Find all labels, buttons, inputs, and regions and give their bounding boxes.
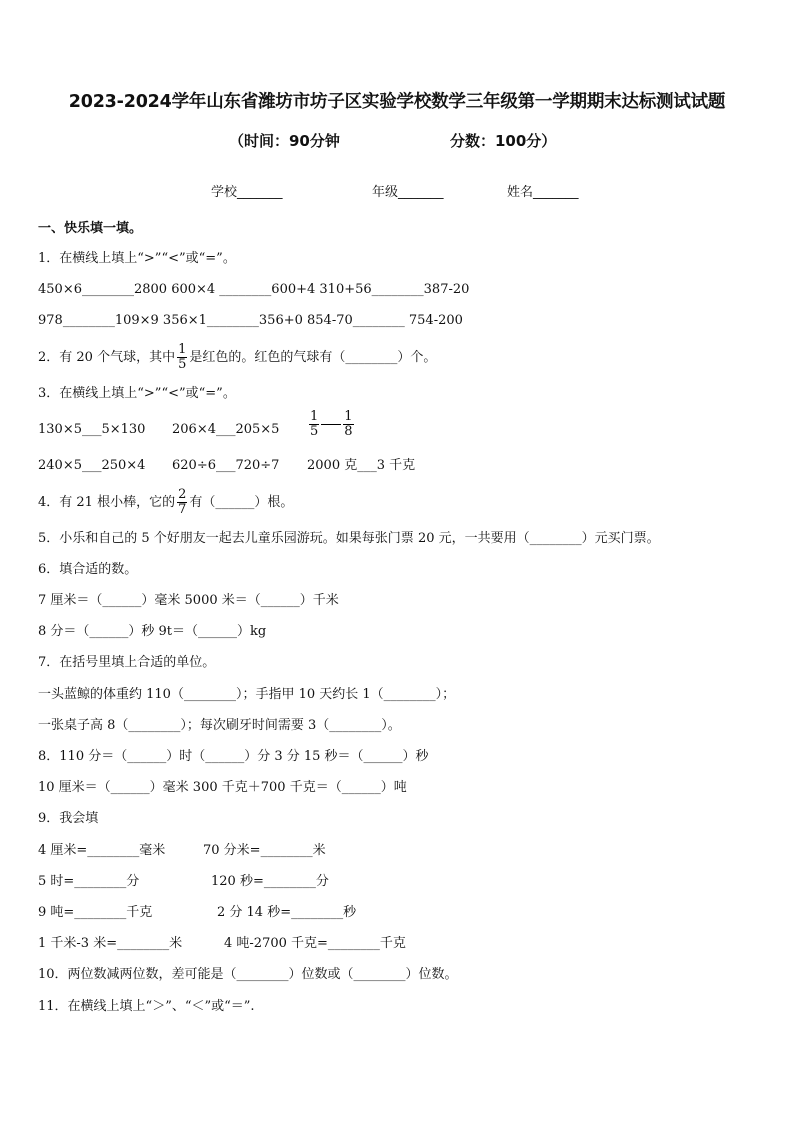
- fraction: $\frac{1}{5}$: [310, 409, 319, 439]
- question-8-row-2: 10 厘米＝（______）毫米 300 千克＋700 千克＝（______）吨: [38, 780, 407, 795]
- question-9-b: 70 分米=________米: [203, 843, 326, 858]
- question-2-pre: 2．有 20 个气球，其中: [38, 350, 176, 365]
- question-1-title: 1．在横线上填上“>”“<”或“=”。: [38, 251, 236, 266]
- question-3-a: 130×5___5×130: [38, 422, 146, 437]
- question-3-d: 620÷6___720÷7: [172, 458, 280, 473]
- fraction: $\frac{1}{8}$: [344, 409, 353, 439]
- question-9-c: 5 时=________分: [38, 874, 140, 889]
- name-field: 姓名_______: [507, 185, 579, 200]
- question-7-title: 7．在括号里填上合适的单位。: [38, 655, 216, 670]
- question-6-row-1: 7 厘米＝（______）毫米 5000 米＝（______）千米: [38, 593, 339, 608]
- question-11: 11．在横线上填上“＞”、“＜”或“＝”.: [38, 999, 255, 1014]
- grade-field: 年级_______: [372, 185, 444, 200]
- question-9-h: 4 吨-2700 千克=________千克: [224, 936, 406, 951]
- question-9-g: 1 千米-3 米=________米: [38, 936, 183, 951]
- question-4-pre: 4．有 21 根小棒，它的: [38, 495, 176, 510]
- question-9-d: 120 秒=________分: [211, 874, 329, 889]
- fraction: $\frac{1}{5}$: [178, 342, 187, 372]
- question-4-post: 有（______）根。: [189, 495, 294, 510]
- exam-time: （时间：90分钟: [229, 132, 340, 150]
- section-title: 一、快乐填一填。: [38, 221, 143, 236]
- question-3-c: 240×5___250×4: [38, 458, 146, 473]
- fraction: $\frac{2}{7}$: [178, 487, 187, 517]
- question-6-row-2: 8 分＝（______）秒 9t＝（______）kg: [38, 624, 267, 639]
- question-9-e: 9 吨=________千克: [38, 905, 153, 920]
- question-3-b: 206×4___205×5: [172, 422, 280, 437]
- question-3-title: 3．在横线上填上“>”“<”或“=”。: [38, 386, 236, 401]
- question-1-row-1: 450×6________2800 600×4 ________600+4 310+56________387-20: [38, 282, 470, 297]
- question-1-row-2: 978________109×9 356×1________356+0 854-70________ 754-200: [38, 313, 463, 328]
- question-7-row-2: 一张桌子高 8（________）；每次刷牙时间需要 3（________）。: [38, 718, 401, 733]
- question-3-fraction-compare: [307, 410, 356, 439]
- question-4: [38, 488, 293, 518]
- question-10: 10．两位数减两位数，差可能是（________）位数或（________）位数。: [38, 967, 458, 982]
- question-9-f: 2 分 14 秒=________秒: [217, 905, 357, 920]
- question-8-row-1: 8．110 分＝（______）时（______）分 3 分 15 秒＝（______）秒: [38, 749, 429, 764]
- question-7-row-1: 一头蓝鲸的体重约 110（________）；手指甲 10 天约长 1（________）；: [38, 687, 456, 702]
- question-6-title: 6．填合适的数。: [38, 562, 138, 577]
- question-2-post: 是红色的。红色的气球有（________）个。: [189, 350, 437, 365]
- question-2: [38, 343, 436, 373]
- page-title: 2023-2024学年山东省潍坊市坊子区实验学校数学三年级第一学期期末达标测试试题: [68, 92, 726, 112]
- exam-subtitle: [0, 130, 794, 150]
- question-5: 5．小乐和自己的 5 个好朋友一起去儿童乐园游玩。如果每张门票 20 元，一共要用（________）元买门票。: [38, 531, 660, 546]
- question-9-title: 9．我会填: [38, 811, 99, 826]
- question-3-e: 2000 克___3 千克: [307, 458, 416, 473]
- exam-score: 分数：100分）: [450, 132, 557, 150]
- compare-blank: [321, 424, 341, 425]
- question-9-a: 4 厘米=________毫米: [38, 843, 166, 858]
- school-field: 学校_______: [211, 185, 283, 200]
